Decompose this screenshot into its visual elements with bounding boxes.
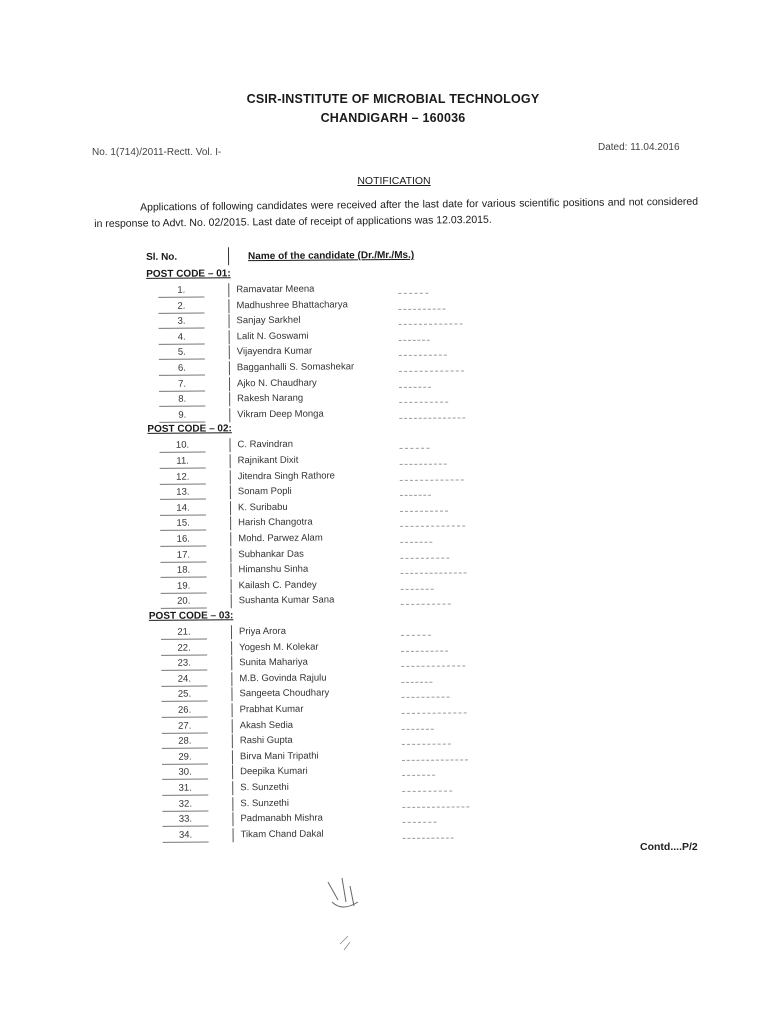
candidate-name: S. Sunzethi: [240, 797, 289, 809]
row-dashed-rule: [401, 650, 448, 651]
candidate-name: K. Suribabu: [237, 501, 288, 514]
column-rule: [231, 641, 232, 655]
date-line: Dated: 11.04.2016: [598, 142, 680, 153]
column-rule: [230, 501, 231, 515]
serial-number: 10.: [159, 439, 205, 453]
column-rule: [229, 361, 230, 375]
column-rule: [230, 548, 231, 562]
candidate-name: Harish Changotra: [238, 517, 313, 529]
column-rule: [228, 314, 229, 328]
row-dashed-rule: [402, 728, 434, 729]
serial-number: 5.: [159, 346, 205, 360]
candidate-name: Sushanta Kumar Sana: [238, 594, 335, 607]
serial-number: 2.: [158, 299, 204, 313]
serial-number: 24.: [161, 672, 207, 686]
candidate-name: Tikam Chand Dakal: [240, 828, 324, 841]
serial-number: 1.: [158, 283, 204, 297]
row-dashed-rule: [399, 340, 430, 341]
serial-number: 21.: [161, 625, 207, 639]
column-rule: [231, 688, 232, 702]
row-dashed-rule: [401, 604, 451, 605]
row-dashed-rule: [400, 464, 447, 465]
column-rule: [232, 750, 233, 764]
candidate-table: [138, 249, 493, 842]
row-dashed-rule: [400, 526, 465, 528]
column-rule: [232, 781, 233, 795]
candidate-name: Padmanabh Mishra: [240, 812, 323, 825]
candidate-name: Sonam Popli: [237, 485, 292, 498]
intro-paragraph: Applications of following candidates were received after the last date for various scientific positions and not considered in response to Advt. No. 02/2015. Last date of receipt of applications was 12.03.2015.: [94, 195, 699, 230]
serial-number: 11.: [160, 454, 206, 468]
organization-city: CHANDIGARH – 160036: [320, 111, 466, 125]
column-rule: [231, 656, 232, 670]
candidate-name: Lalit N. Goswami: [236, 330, 309, 343]
column-rule: [231, 595, 232, 609]
row-dashed-rule: [399, 417, 465, 419]
row-dashed-rule: [402, 744, 451, 745]
row-dashed-rule: [399, 402, 448, 403]
candidate-name: Deepika Kumari: [240, 766, 308, 778]
notification-title: NOTIFICATION: [357, 175, 431, 187]
candidate-name: Jitendra Singh Rathore: [237, 470, 335, 482]
continued-note: Contd....P/2: [640, 841, 698, 853]
candidate-name: Subhankar Das: [238, 548, 304, 560]
row-dashed-rule: [400, 479, 464, 481]
row-dashed-rule: [402, 791, 452, 792]
row-dashed-rule: [400, 495, 431, 496]
column-rule: [228, 283, 229, 297]
column-rule: [230, 517, 231, 531]
row-dashed-rule: [402, 697, 450, 698]
serial-number: 29.: [162, 750, 208, 764]
serial-number: 16.: [160, 532, 206, 546]
candidate-name: Ramavatar Meena: [236, 283, 315, 296]
serial-number: 23.: [161, 657, 207, 671]
serial-number: 3.: [158, 315, 204, 329]
candidate-name: Madhushree Bhattacharya: [236, 298, 348, 311]
row-dashed-rule: [399, 324, 463, 326]
serial-number: 18.: [160, 564, 206, 578]
row-dashed-rule: [399, 370, 464, 372]
row-dashed-rule: [401, 681, 432, 682]
candidate-name: Sunita Mahariya: [239, 656, 308, 669]
serial-number: 9.: [159, 408, 205, 422]
candidate-name: C. Ravindran: [237, 439, 294, 451]
serial-number: 19.: [161, 579, 207, 593]
header-divider: [228, 247, 229, 265]
column-rule: [232, 812, 233, 826]
serial-number: 32.: [162, 797, 208, 811]
candidate-name: Priya Arora: [238, 625, 287, 638]
column-rule: [232, 766, 233, 780]
serial-number: 8.: [159, 393, 205, 407]
candidate-name: Mohd. Parwez Alam: [238, 532, 323, 545]
candidate-name: Kailash C. Pandey: [238, 579, 317, 592]
row-dashed-rule: [400, 557, 449, 558]
serial-number: 20.: [161, 595, 207, 609]
candidate-name: Rajnikant Dixit: [237, 454, 299, 467]
row-dashed-rule: [399, 386, 431, 387]
column-rule: [230, 454, 231, 468]
serial-number: 34.: [163, 828, 209, 842]
candidate-name: S. Sunzethi: [240, 781, 289, 794]
column-rule: [229, 330, 230, 344]
column-rule: [228, 299, 229, 313]
column-rule: [232, 797, 233, 811]
row-dashed-rule: [398, 293, 428, 294]
column-rule: [229, 377, 230, 391]
column-rule: [230, 563, 231, 577]
column-rule: [233, 828, 234, 842]
candidate-name: Ajko N. Chaudhary: [236, 377, 317, 389]
row-dashed-rule: [398, 308, 445, 309]
serial-number: 28.: [162, 735, 208, 749]
post-code-heading: POST CODE – 01:: [146, 268, 231, 280]
serial-number: 12.: [160, 470, 206, 484]
candidate-name: Sangeeta Choudhary: [239, 687, 330, 700]
serial-number: 27.: [162, 719, 208, 733]
column-rule: [232, 734, 233, 748]
column-rule: [231, 579, 232, 593]
serial-number: 15.: [160, 517, 206, 531]
candidate-name: M.B. Govinda Rajulu: [239, 672, 327, 685]
row-dashed-rule: [400, 542, 432, 543]
serial-number: 22.: [161, 641, 207, 655]
serial-number: 26.: [162, 703, 208, 717]
serial-number: 25.: [161, 688, 207, 702]
row-dashed-rule: [402, 712, 467, 714]
column-rule: [231, 625, 232, 639]
post-code-heading: POST CODE – 02:: [147, 423, 232, 436]
table-row: [141, 593, 491, 611]
row-dashed-rule: [402, 775, 435, 776]
table-row: [143, 826, 493, 844]
row-dashed-rule: [399, 355, 447, 356]
serial-number: 17.: [160, 548, 206, 562]
signature-mark: [320, 872, 380, 962]
column-header-name: Name of the candidate (Dr./Mr./Ms.): [247, 249, 415, 263]
row-dashed-rule: [400, 448, 430, 449]
organization-title: CSIR-INSTITUTE OF MICROBIAL TECHNOLOGY: [246, 92, 540, 106]
serial-number: 7.: [159, 377, 205, 391]
table-row: [139, 406, 489, 424]
reference-number: No. 1(714)/2011-Rectt. Vol. I-: [92, 147, 222, 158]
column-rule: [229, 346, 230, 360]
serial-number: 13.: [160, 486, 206, 500]
row-dashed-rule: [401, 588, 434, 589]
candidate-name: Bagganhalli S. Somashekar: [236, 361, 355, 374]
candidate-name: Sanjay Sarkhel: [236, 314, 301, 327]
serial-number: 14.: [160, 501, 206, 515]
column-rule: [229, 408, 230, 422]
candidate-name: Vijayendra Kumar: [236, 346, 313, 358]
row-dashed-rule: [401, 635, 431, 636]
column-header-sl-no: Sl. No.: [145, 251, 178, 263]
post-code-heading: POST CODE – 03:: [148, 610, 234, 622]
row-dashed-rule: [402, 822, 436, 823]
row-dashed-rule: [402, 759, 468, 761]
column-rule: [231, 672, 232, 686]
row-dashed-rule: [403, 837, 454, 838]
row-dashed-rule: [402, 806, 469, 808]
row-dashed-rule: [400, 510, 448, 511]
column-rule: [230, 485, 231, 499]
candidate-name: Akash Sedia: [239, 719, 294, 731]
candidate-name: Vikram Deep Monga: [237, 408, 324, 421]
serial-number: 31.: [162, 781, 208, 795]
serial-number: 6.: [159, 361, 205, 375]
column-rule: [230, 532, 231, 546]
column-rule: [232, 703, 233, 717]
candidate-name: Rakesh Narang: [237, 392, 304, 405]
serial-number: 30.: [162, 766, 208, 780]
row-dashed-rule: [401, 666, 465, 668]
serial-number: 33.: [162, 813, 208, 827]
column-rule: [232, 719, 233, 733]
candidate-name: Rashi Gupta: [239, 734, 293, 747]
candidate-name: Prabhat Kumar: [239, 703, 304, 716]
candidate-name: Yogesh M. Kolekar: [239, 641, 319, 653]
serial-number: 4.: [159, 330, 205, 344]
column-rule: [229, 439, 230, 453]
candidate-name: Himanshu Sinha: [238, 563, 309, 576]
column-rule: [229, 392, 230, 406]
row-dashed-rule: [401, 573, 467, 575]
candidate-name: Birva Mani Tripathi: [239, 750, 319, 763]
column-rule: [230, 470, 231, 484]
